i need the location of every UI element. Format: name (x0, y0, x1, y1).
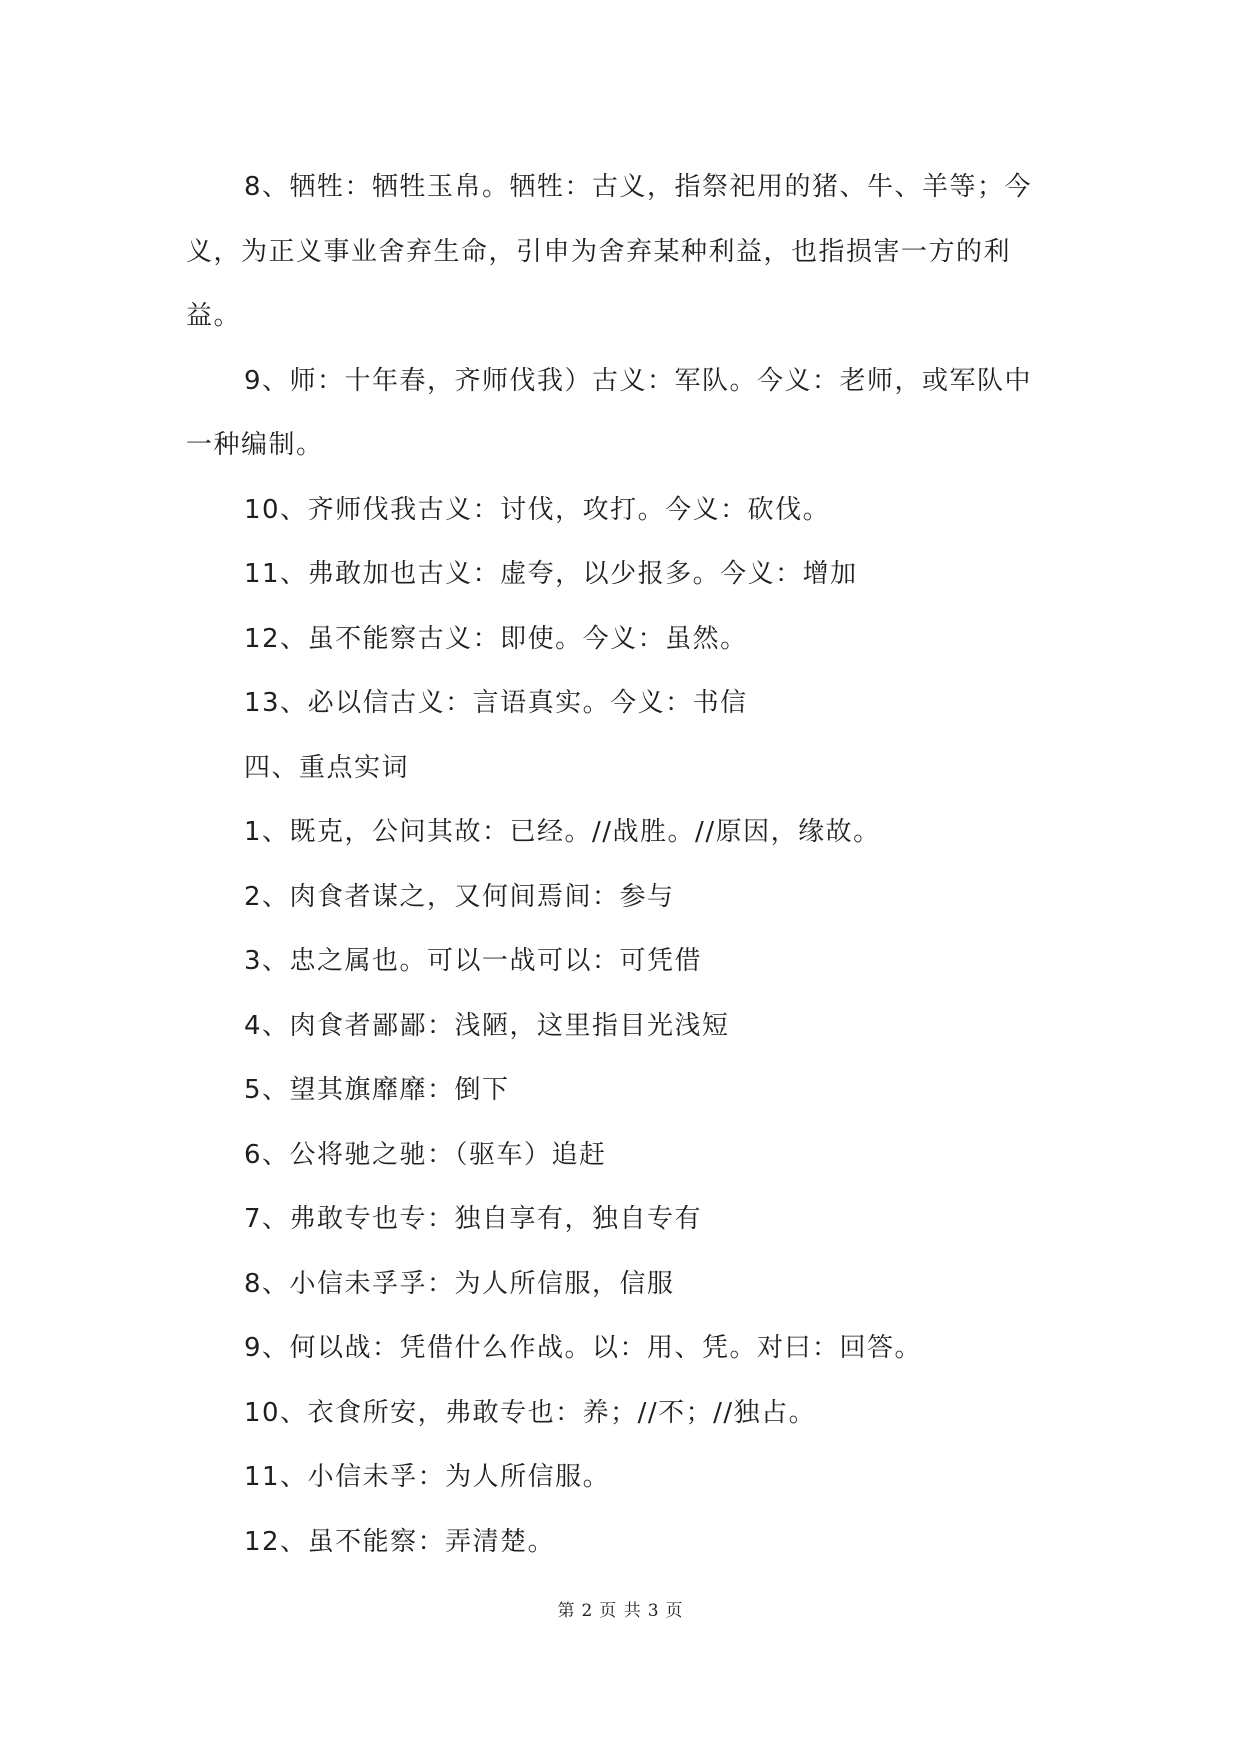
footer-current-page: 2 (581, 1601, 594, 1621)
paragraph-11: 4、肉食者鄙鄙：浅陋，这里指目光浅短 (244, 1010, 730, 1041)
paragraph-12: 5、望其旗靡靡：倒下 (244, 1075, 510, 1105)
paragraph-19: 12、虽不能察：弄清楚。 (244, 1526, 556, 1557)
paragraph-15: 8、小信未孚孚：为人所信服，信服 (244, 1268, 675, 1299)
footer-middle: 页 共 (599, 1601, 642, 1621)
paragraph-17: 10、衣食所安，弗敢专也：养；//不；//独占。 (244, 1397, 817, 1428)
page-footer (0, 1596, 1241, 1621)
paragraph-18: 11、小信未孚：为人所信服。 (244, 1462, 611, 1492)
footer-suffix: 页 (665, 1601, 684, 1621)
paragraph-14: 7、弗敢专也专：独自享有，独自专有 (244, 1204, 703, 1234)
footer-prefix: 第 (557, 1601, 576, 1621)
document-body (186, 155, 1056, 1574)
paragraph-9: 2、肉食者谋之，又何间焉间：参与 (244, 881, 675, 912)
paragraph-1: 8、牺牲：牺牲玉帛。牺牲：古义，指祭祀用的猪、牛、羊等；今义，为正义事业舍弃生命，引申为舍弃某种利益，也指损害一方的利益。 (186, 172, 1033, 331)
paragraph-8: 1、既克，公问其故：已经。//战胜。//原因，缘故。 (244, 817, 881, 847)
footer-total-pages: 3 (647, 1601, 660, 1621)
paragraph-6: 13、必以信古义：言语真实。今义：书信 (244, 688, 748, 718)
paragraph-3: 10、齐师伐我古义：讨伐，攻打。今义：砍伐。 (244, 494, 831, 525)
paragraph-5: 12、虽不能察古义：即使。今义：虽然。 (244, 623, 748, 654)
paragraph-10: 3、忠之属也。可以一战可以：可凭借 (244, 946, 703, 976)
paragraph-4: 11、弗敢加也古义：虚夸，以少报多。今义：增加 (244, 559, 858, 589)
section-heading: 四、重点实词 (244, 752, 410, 783)
paragraph-13: 6、公将驰之驰：（驱车）追赶 (244, 1139, 607, 1170)
paragraph-16: 9、何以战：凭借什么作战。以：用、凭。对曰：回答。 (244, 1333, 923, 1363)
paragraph-2: 9、师：十年春，齐师伐我）古义：军队。今义：老师，或军队中一种编制。 (186, 365, 1033, 460)
